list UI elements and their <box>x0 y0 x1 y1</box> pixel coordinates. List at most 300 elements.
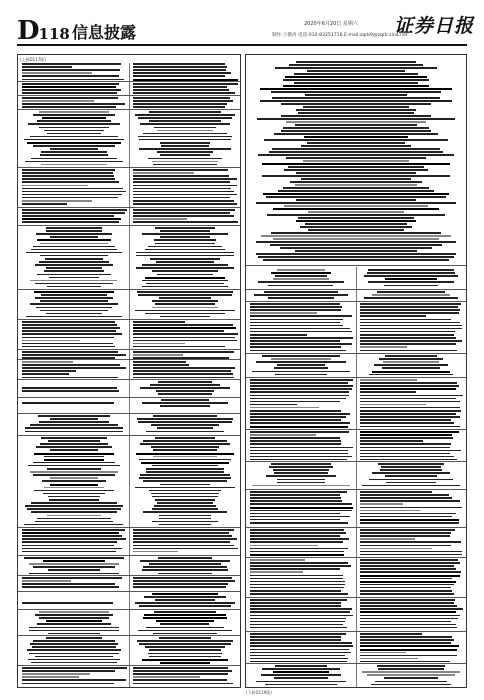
text-line <box>155 499 216 501</box>
text-line <box>384 677 438 679</box>
text-line <box>135 487 235 489</box>
text-line <box>47 133 102 135</box>
text-line <box>31 249 118 251</box>
text-line <box>275 67 436 69</box>
text-line <box>298 217 413 219</box>
text-line <box>360 453 450 455</box>
text-line <box>274 367 328 369</box>
text-line <box>22 364 120 366</box>
text-line <box>40 310 108 312</box>
text-line <box>133 100 233 102</box>
text-line <box>142 402 228 404</box>
text-line <box>148 158 222 160</box>
text-line <box>133 83 238 85</box>
text-line <box>22 169 115 171</box>
text-line <box>138 421 232 423</box>
text-line <box>288 166 424 168</box>
text-line <box>360 346 407 348</box>
text-line <box>360 575 460 577</box>
table-divider <box>18 225 240 226</box>
text-line <box>27 142 120 144</box>
text-line <box>48 633 101 635</box>
text-line <box>254 294 347 296</box>
text-line <box>294 73 418 75</box>
text-line <box>133 333 238 335</box>
text-line <box>285 76 427 78</box>
editor-contacts: 制作:王敬涛 电话:010-83251716 E-mail:zqrb9@zqrb.sina.net <box>272 33 408 38</box>
text-line <box>133 586 226 588</box>
text-line <box>278 190 434 192</box>
text-line <box>40 443 108 445</box>
text-line <box>250 350 346 352</box>
text-line <box>369 479 453 481</box>
text-line <box>250 494 340 496</box>
text-line <box>300 226 412 228</box>
text-line <box>360 503 403 505</box>
text-line <box>368 281 453 283</box>
text-line <box>146 627 224 629</box>
text-line <box>22 676 79 678</box>
text-line <box>250 568 340 570</box>
text-line <box>45 258 102 260</box>
text-line <box>250 315 352 317</box>
text-line <box>133 370 231 372</box>
text-line <box>360 350 457 352</box>
text-line <box>140 387 229 389</box>
text-line <box>250 642 352 644</box>
text-line <box>39 611 109 613</box>
text-line <box>360 447 450 449</box>
text-line <box>250 426 348 428</box>
text-line <box>360 450 461 452</box>
text-line <box>360 395 463 397</box>
text-line <box>250 385 353 387</box>
issue-date: 2020年6月20日 星期六 <box>304 21 358 27</box>
text-line <box>257 118 455 120</box>
text-line <box>256 361 347 363</box>
text-line <box>381 466 441 468</box>
text-line <box>272 148 441 150</box>
text-line <box>133 327 236 329</box>
text-line <box>137 418 233 420</box>
text-line <box>277 269 325 271</box>
text-line <box>133 541 230 543</box>
text-line <box>149 120 222 122</box>
text-line <box>133 667 228 669</box>
table-divider <box>18 555 240 556</box>
text-line <box>22 548 122 550</box>
text-line <box>46 620 103 622</box>
text-line <box>364 297 458 299</box>
text-line <box>138 136 232 138</box>
text-line <box>133 89 229 91</box>
text-line <box>155 227 215 229</box>
text-line <box>153 415 217 417</box>
text-line <box>360 551 462 553</box>
text-line <box>250 652 351 654</box>
text-line <box>38 415 109 417</box>
text-line <box>39 111 109 113</box>
text-line <box>301 145 411 147</box>
text-line <box>29 563 118 565</box>
text-line <box>22 92 117 94</box>
text-line <box>360 491 432 493</box>
text-line <box>281 130 431 132</box>
text-line <box>286 157 427 159</box>
text-line <box>29 653 119 655</box>
left-announcement-panel <box>17 54 241 688</box>
text-line <box>22 172 113 174</box>
text-line <box>360 331 455 333</box>
text-line <box>360 538 415 540</box>
text-line <box>22 673 90 675</box>
text-line <box>49 499 98 501</box>
text-line <box>369 374 452 376</box>
text-line <box>360 655 457 657</box>
text-line <box>256 202 456 204</box>
text-line <box>47 286 100 288</box>
column-divider <box>129 63 130 687</box>
text-line <box>250 337 353 339</box>
text-line <box>360 584 454 586</box>
text-line <box>48 569 101 571</box>
text-line <box>149 111 220 113</box>
text-line <box>264 291 339 293</box>
table-divider <box>18 413 240 414</box>
text-line <box>360 602 454 604</box>
text-line <box>277 482 326 484</box>
text-line <box>28 465 120 467</box>
text-line <box>250 398 346 400</box>
text-line <box>266 196 447 198</box>
right-announcement-panel <box>245 54 467 688</box>
text-line <box>146 468 223 470</box>
text-line <box>250 419 341 421</box>
text-line <box>295 184 418 186</box>
text-line <box>35 283 112 285</box>
text-line <box>133 670 232 672</box>
text-line <box>250 434 316 436</box>
text-line <box>139 643 230 645</box>
table-divider <box>18 167 240 168</box>
text-line <box>360 554 462 556</box>
text-line <box>155 599 214 601</box>
text-line <box>133 106 225 108</box>
text-line <box>33 474 115 476</box>
text-line <box>41 164 108 166</box>
text-line <box>308 229 405 231</box>
text-line <box>360 522 459 524</box>
text-line <box>286 121 426 123</box>
text-line <box>360 568 456 570</box>
text-line <box>157 130 213 132</box>
table-divider <box>18 349 240 350</box>
table-divider <box>246 377 466 378</box>
text-line <box>22 343 113 345</box>
text-line <box>44 270 105 272</box>
text-line <box>29 627 119 629</box>
text-line <box>22 340 80 342</box>
text-line <box>140 474 231 476</box>
text-line <box>360 615 460 617</box>
text-line <box>283 79 429 81</box>
text-line <box>360 431 459 433</box>
text-line <box>159 297 211 299</box>
text-line <box>250 581 345 583</box>
text-line <box>382 367 439 369</box>
text-line <box>260 88 452 90</box>
text-line <box>283 127 429 129</box>
text-line <box>160 236 209 238</box>
text-line <box>156 390 214 392</box>
text-line <box>250 407 319 409</box>
table-divider <box>246 527 466 528</box>
text-line <box>139 605 230 607</box>
text-line <box>360 658 418 660</box>
text-line <box>274 472 329 474</box>
text-line <box>31 158 118 160</box>
text-line <box>250 578 343 580</box>
text-line <box>360 532 451 534</box>
text-line <box>44 456 104 458</box>
text-line <box>307 142 405 144</box>
text-line <box>250 325 343 327</box>
text-line <box>360 548 432 550</box>
text-line <box>27 508 121 510</box>
text-line <box>250 602 341 604</box>
text-line <box>360 322 460 324</box>
text-line <box>149 656 222 658</box>
text-line <box>157 427 214 429</box>
text-line <box>250 388 352 390</box>
text-line <box>250 306 342 308</box>
text-line <box>22 69 120 71</box>
text-line <box>367 674 456 676</box>
text-line <box>50 236 99 238</box>
text-line <box>139 148 231 150</box>
text-line <box>250 416 346 418</box>
text-line <box>250 559 305 561</box>
text-line <box>157 502 213 504</box>
column-divider <box>356 267 357 687</box>
text-line <box>250 639 341 641</box>
text-line <box>22 586 119 588</box>
text-line <box>250 312 317 314</box>
text-line <box>360 328 462 330</box>
text-line <box>44 130 104 132</box>
text-line <box>159 515 210 517</box>
text-line <box>22 387 117 389</box>
text-line <box>22 337 114 339</box>
text-line <box>28 123 120 125</box>
text-line <box>386 482 436 484</box>
text-line <box>30 424 118 426</box>
text-line <box>250 608 352 610</box>
text-line <box>250 343 352 345</box>
text-line <box>360 545 451 547</box>
text-line <box>250 611 350 613</box>
text-line <box>360 309 460 311</box>
text-line <box>360 422 454 424</box>
text-line <box>149 563 222 565</box>
text-line <box>360 494 449 496</box>
text-line <box>160 623 209 625</box>
text-line <box>22 191 126 193</box>
text-line <box>133 188 231 190</box>
text-line <box>35 297 113 299</box>
text-line <box>360 624 456 626</box>
text-line <box>30 136 118 138</box>
text-line <box>360 605 457 607</box>
text-line <box>133 172 194 174</box>
text-line <box>30 471 117 473</box>
table-divider <box>18 319 240 320</box>
text-line <box>133 683 233 685</box>
text-line <box>360 535 450 537</box>
text-line <box>143 480 227 482</box>
text-line <box>42 480 105 482</box>
text-line <box>22 373 69 375</box>
text-line <box>44 459 104 461</box>
text-line <box>140 560 231 562</box>
text-line <box>142 659 229 661</box>
text-line <box>360 608 463 610</box>
text-line <box>133 367 235 369</box>
text-line <box>360 404 426 406</box>
text-line <box>385 355 438 357</box>
text-line <box>307 70 405 72</box>
text-line <box>360 636 452 638</box>
text-line <box>22 178 115 180</box>
text-line <box>377 665 446 667</box>
text-line <box>250 500 342 502</box>
text-line <box>133 178 237 180</box>
text-line <box>31 511 116 513</box>
text-line <box>360 340 462 342</box>
table-divider <box>18 609 240 610</box>
text-line <box>22 580 71 582</box>
text-line <box>250 645 353 647</box>
text-line <box>145 277 226 279</box>
text-line <box>250 618 346 620</box>
text-line <box>161 145 210 147</box>
text-line <box>372 294 449 296</box>
text-line <box>250 303 340 305</box>
text-line <box>137 291 234 293</box>
text-line <box>250 395 349 397</box>
text-line <box>360 391 416 393</box>
text-line <box>262 175 451 177</box>
text-line <box>133 340 237 342</box>
text-line <box>133 535 232 537</box>
text-line <box>154 239 216 241</box>
text-line <box>308 211 404 213</box>
text-line <box>50 484 98 486</box>
text-line <box>142 569 229 571</box>
text-line <box>157 151 212 153</box>
text-line <box>250 379 353 381</box>
text-line <box>139 139 231 141</box>
text-line <box>22 532 119 534</box>
text-line <box>250 541 343 543</box>
text-line <box>37 623 112 625</box>
text-line <box>145 249 226 251</box>
text-line <box>22 327 120 329</box>
text-line <box>362 671 460 673</box>
text-line <box>133 209 235 211</box>
text-line <box>250 334 307 336</box>
text-line <box>273 208 438 210</box>
text-line <box>250 624 343 626</box>
text-line <box>33 145 115 147</box>
text-line <box>50 449 98 451</box>
text-line <box>360 413 456 415</box>
text-line <box>25 161 123 163</box>
text-line <box>271 272 331 274</box>
text-line <box>48 496 101 498</box>
text-line <box>133 181 230 183</box>
text-line <box>269 466 332 468</box>
text-line <box>22 370 76 372</box>
text-line <box>362 485 459 487</box>
text-line <box>271 463 331 465</box>
text-line <box>22 175 114 177</box>
text-line <box>152 161 219 163</box>
text-line <box>44 487 104 489</box>
text-line <box>360 639 454 641</box>
text-line <box>144 614 225 616</box>
table-divider <box>18 397 240 398</box>
text-line <box>250 633 346 635</box>
text-line <box>39 617 109 619</box>
text-line <box>33 566 116 568</box>
text-line <box>30 280 117 282</box>
text-line <box>262 668 341 670</box>
text-line <box>135 602 234 604</box>
text-line <box>271 232 440 234</box>
text-line <box>360 621 451 623</box>
text-line <box>268 285 333 287</box>
text-line <box>22 218 121 220</box>
text-line <box>26 252 122 254</box>
text-line <box>266 475 335 477</box>
text-line <box>133 69 226 71</box>
text-line <box>37 274 112 276</box>
table-divider <box>18 435 240 436</box>
text-line <box>22 212 125 214</box>
text-line <box>250 519 340 521</box>
text-line <box>138 294 231 296</box>
table-divider <box>18 575 240 576</box>
text-line <box>133 103 227 105</box>
text-line <box>35 614 113 616</box>
text-line <box>250 440 341 442</box>
text-line <box>152 496 219 498</box>
text-line <box>22 83 119 85</box>
text-line <box>22 321 115 323</box>
text-line <box>142 233 228 235</box>
text-line <box>46 227 102 229</box>
text-line <box>360 645 459 647</box>
text-line <box>250 584 345 586</box>
text-line <box>158 573 213 575</box>
text-line <box>250 346 341 348</box>
text-line <box>133 679 227 681</box>
text-line <box>160 316 210 318</box>
text-line <box>33 640 115 642</box>
text-line <box>263 193 449 195</box>
text-line <box>133 175 229 177</box>
